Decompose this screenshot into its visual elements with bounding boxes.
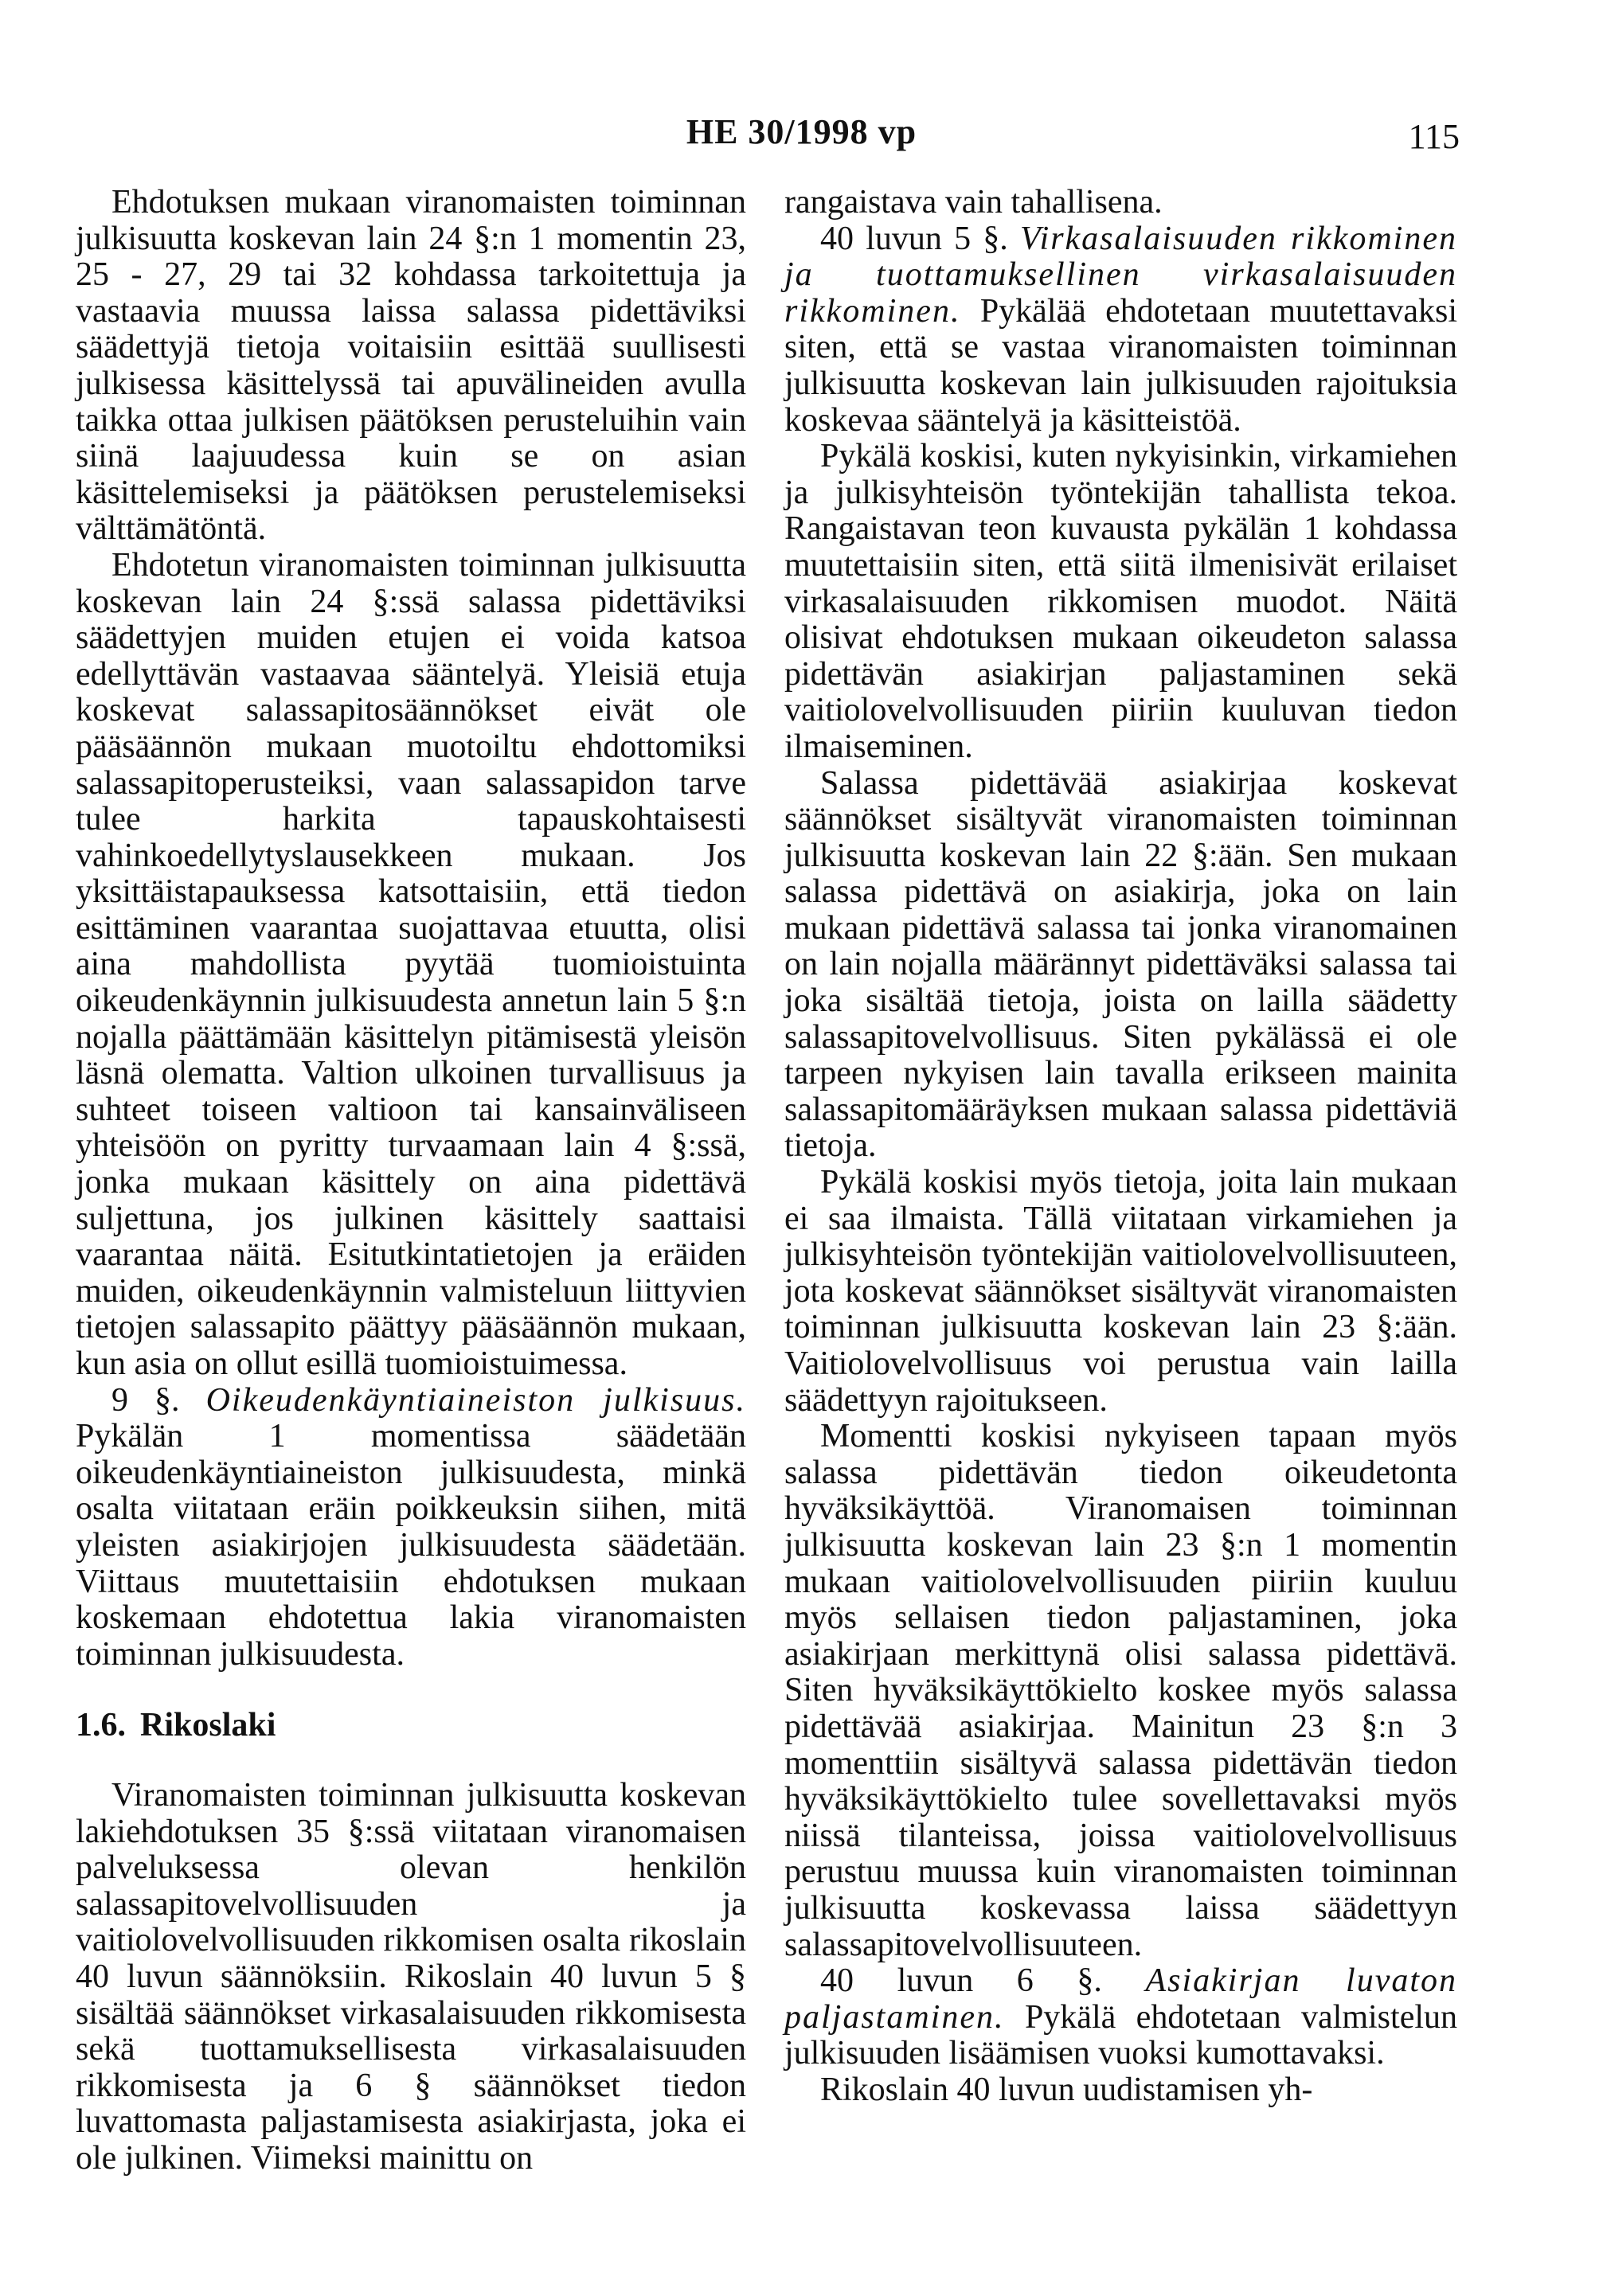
left-paragraph-3 bbox=[76, 1383, 746, 1673]
paragraph-text: Pykälää ehdotetaan muutettavaksi siten, että se vastaa viranomaisten toiminnan julkisuutta koskevan lain julkisuuden rajoituksia koskevaa sääntelyä ja käsitteistöä. bbox=[784, 292, 1457, 439]
paragraph-text: Pykälän 1 momentissa säädetään oikeudenkäyntiaineiston julkisuudesta, minkä osalta viitataan eräin poikkeuksin siihen, mitä yleisten asiakirjojen julkisuudesta säädetään. Viittaus muutettaisiin ehdotuksen mukaan koskemaan ehdotettua lakia viranomaisten toiminnan julkisuudesta. bbox=[76, 1418, 746, 1673]
left-paragraph-2: Ehdotetun viranomaisten toiminnan julkisuutta koskevan lain 24 §:ssä salassa pidettäviksi säädettyjen muiden etujen ei voida katsoa edellyttävän vastaavaa sääntelyä. Yleisiä etuja koskevat salassapitosäännökset eivät ole pääsäännön mukaan muotoiltu ehdottomiksi salassapitoperusteiksi, vaan salassapidon tarve tulee harkita tapauskohtaisesti vahinkoedellytyslausekkeen mukaan. Jos yksittäistapauksessa katsottaisiin, että tiedon esittäminen vaarantaa suojattavaa etuutta, olisi aina mahdollista pyytää tuomioistuinta oikeudenkäynnin julkisuudesta annetun lain 5 §:n nojalla päättämään käsittelyn pitämisestä yleisön läsnä olematta. Valtion ulkoinen turvallisuus ja suhteet toiseen valtioon tai kansainväliseen yhteisöön on pyritty turvaamaan lain 4 §:ssä, jonka mukaan käsittely on aina pidettävä suljettuna, jos julkinen käsittely saattaisi vaarantaa näitä. Esitutkintatietojen ja eräiden muiden, oikeudenkäynnin valmisteluun liittyvien tietojen salassapito päättyy pääsäännön mukaan, kun asia on ollut esillä tuomioistuimessa. bbox=[76, 546, 746, 1382]
document-header-title: HE 30/1998 vp bbox=[686, 112, 917, 151]
section-ref-title: Oikeudenkäyntiaineiston julkisuus. bbox=[205, 1381, 747, 1419]
section-number: 1.6. bbox=[76, 1707, 126, 1744]
right-paragraph-3: Pykälä koskisi, kuten nykyisinkin, virkamiehen ja julkisyhteisön työntekijän tahallista tekoa. Rangaistavan teon kuvausta pykälän 1 kohdassa muutettaisiin siten, että siitä ilmenisivät erilaiset virkasalaisuuden rikkomisen muodot. Näitä olisivat ehdotuksen mukaan oikeudeton salassa pidettävän asiakirjan paljastaminen sekä vaitiolovelvollisuuden piiriin kuuluvan tiedon ilmaiseminen. bbox=[784, 438, 1457, 765]
left-paragraph-4: Viranomaisten toiminnan julkisuutta koskevan lakiehdotuksen 35 §:ssä viitataan viranomaisen palveluksessa olevan henkilön salassapitovelvollisuuden ja vaitiolovelvollisuuden rikkomisen osalta rikoslain 40 luvun säännöksiin. Rikoslain 40 luvun 5 § sisältää säännökset virkasalaisuuden rikkomisesta sekä tuottamuksellisesta virkasalaisuuden rikkomisesta ja 6 § säännökset tiedon luvattomasta paljastamisesta asiakirjasta, joka ei ole julkinen. Viimeksi mainittu on bbox=[76, 1776, 746, 2177]
section-ref-title: Asiakirjan luvaton paljastaminen. bbox=[784, 1962, 1458, 2036]
right-paragraph-4: Salassa pidettävää asiakirjaa koskevat säännökset sisältyvät viranomaisten toiminnan julkisuutta koskevan lain 22 §:ään. Sen mukaan salassa pidettävä on asiakirja, joka on lain mukaan pidettävä salassa tai jonka viranomainen on lain nojalla määrännyt pidettäväksi salassa tai joka sisältää tietoja, joista on lailla säädetty salassapitovelvollisuus. Siten pykälässä ei ole tarpeen nykyisen lain tavalla erikseen mainita salassapitomääräyksen mukaan salassa pidettäviä tietoja. bbox=[784, 764, 1457, 1165]
left-column bbox=[76, 185, 746, 2177]
section-heading bbox=[76, 1708, 746, 1744]
section-ref: 40 luvun 6 §. bbox=[820, 1962, 1102, 2000]
section-title: Rikoslaki bbox=[140, 1707, 276, 1744]
paragraph-text: Pykälä ehdotetaan valmistelun julkisuuden lisäämisen vuoksi kumottavaksi. bbox=[784, 1998, 1457, 2072]
right-column bbox=[784, 185, 1457, 2108]
section-ref: 40 luvun 5 §. bbox=[820, 220, 1008, 257]
section-ref: 9 §. bbox=[111, 1381, 180, 1419]
right-paragraph-2 bbox=[784, 221, 1457, 439]
page-number: 115 bbox=[1408, 117, 1460, 156]
section-ref-title: Virkasalaisuuden rikkominen ja tuottamuksellinen virkasalaisuuden rikkominen. bbox=[784, 220, 1457, 330]
left-paragraph-1: Ehdotuksen mukaan viranomaisten toiminnan julkisuutta koskevan lain 24 §:n 1 momentin 23, 25 - 27, 29 tai 32 kohdassa tarkoitettuja ja vastaavia muussa laissa salassa pidettäviksi säädettyjä tietoja voitaisiin esittää suullisesti julkisessa käsittelyssä tai apuvälineiden avulla taikka ottaa julkisen päätöksen perusteluihin vain siinä laajuudessa kuin se on asian käsittelemiseksi ja päätöksen perustelemiseksi välttämätöntä. bbox=[76, 184, 746, 548]
right-paragraph-6: Momentti koskisi nykyiseen tapaan myös salassa pidettävän tiedon oikeudetonta hyväksikäyttöä. Viranomaisen toiminnan julkisuutta koskevan lain 23 §:n 1 momentin mukaan vaitiolovelvollisuuden piiriin kuuluu myös sellaisen tiedon paljastaminen, joka asiakirjaan merkittynä olisi salassa pidettävä. Siten hyväksikäyttökielto koskee myös salassa pidettävää asiakirjaa. Mainitun 23 §:n 3 momenttiin sisältyvä salassa pidettävän tiedon hyväksikäyttökielto tulee sovellettavaksi myös niissä tilanteissa, joissa vaitiolovelvollisuus perustuu muussa kuin viranomaisten toiminnan julkisuutta koskevassa laissa säädettyyn salassapitovelvollisuuteen. bbox=[784, 1418, 1457, 1963]
right-paragraph-1: rangaistava vain tahallisena. bbox=[784, 184, 1163, 221]
right-paragraph-7 bbox=[784, 1963, 1457, 2072]
right-paragraph-5: Pykälä koskisi myös tietoja, joita lain mukaan ei saa ilmaista. Tällä viitataan virkamiehen ja julkisyhteisön työntekijän vaitiolovelvollisuuteen, jota koskevat säännökset sisältyvät viranomaisten toiminnan julkisuutta koskevan lain 23 §:ään. Vaitiolovelvollisuus voi perustua vain lailla säädettyyn rajoitukseen. bbox=[784, 1164, 1457, 1419]
right-paragraph-8: Rikoslain 40 luvun uudistamisen yh- bbox=[820, 2071, 1313, 2108]
